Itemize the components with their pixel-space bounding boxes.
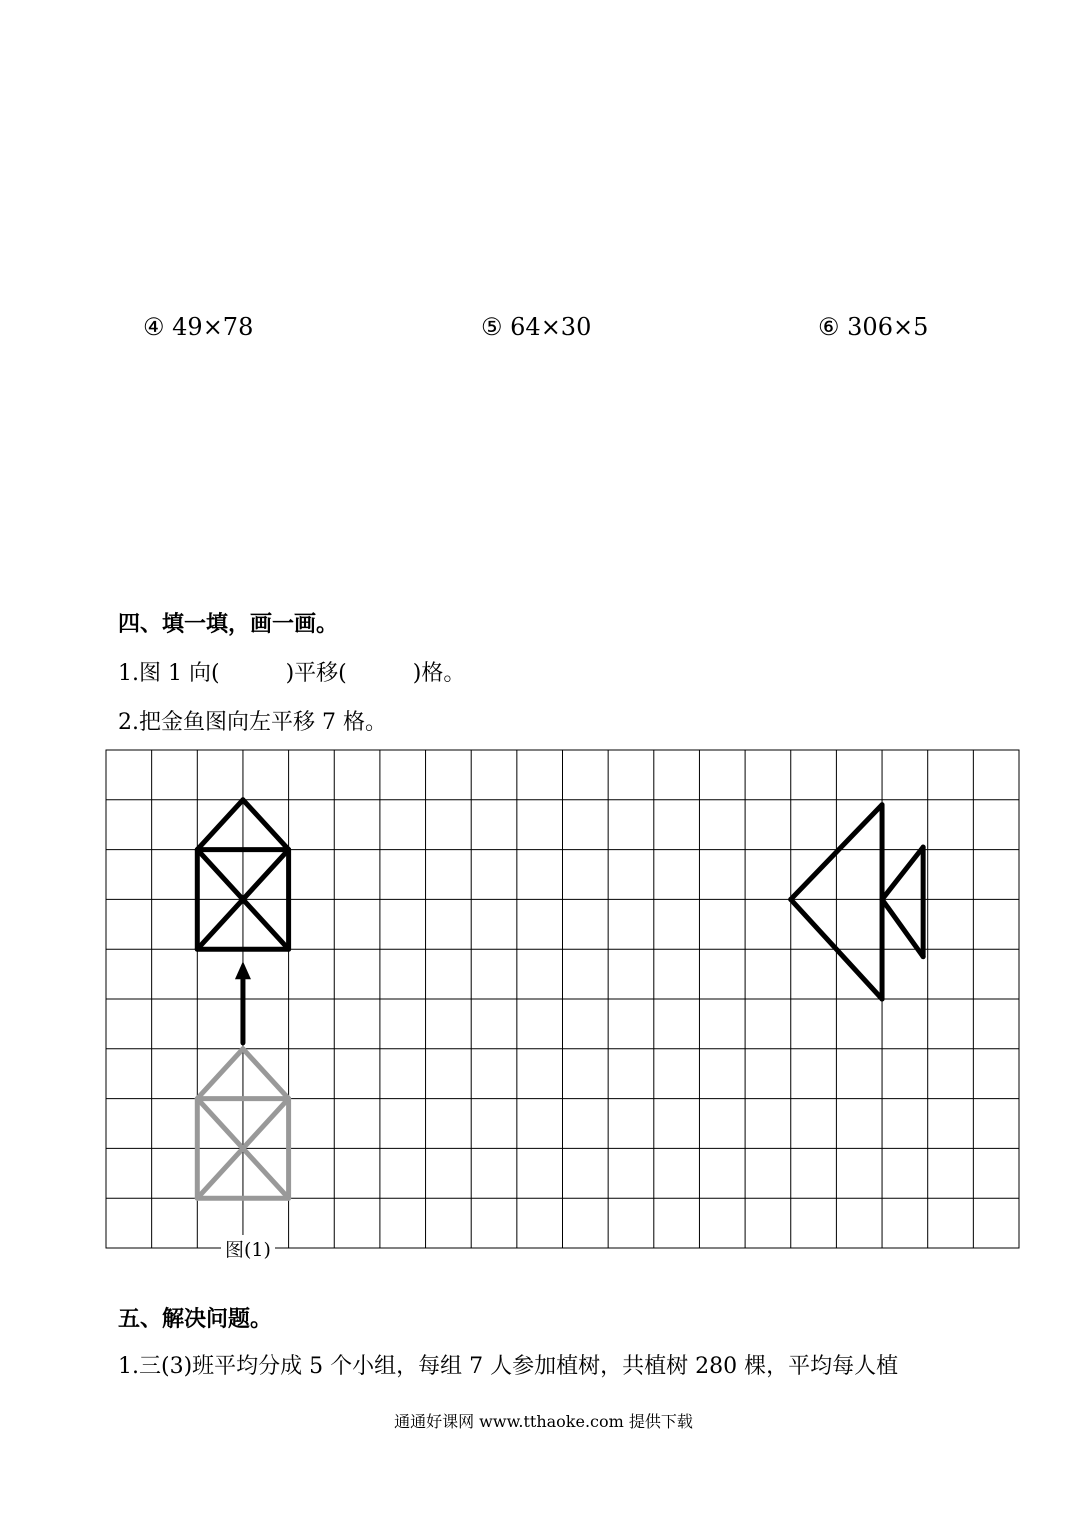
calc-marker: ⑥	[818, 313, 840, 341]
calc-marker: ④	[143, 313, 165, 341]
calc-expression: 306×5	[847, 313, 929, 341]
question-5-1: 1.三(3)班平均分成 5 个小组，每组 7 人参加植树，共植树 280 棵，平均每人植	[118, 1354, 899, 1379]
fish-tail-edge	[882, 847, 923, 899]
roof-edge	[197, 800, 243, 850]
calc-expression: 49×78	[172, 313, 254, 341]
roof-edge	[197, 1049, 243, 1099]
question-text: )格。	[412, 661, 466, 686]
footer-credit: 通通好课网 www.tthaoke.com 提供下载	[394, 1412, 693, 1431]
roof-edge	[243, 800, 289, 850]
section-5-title: 五、解决问题。	[118, 1306, 273, 1332]
roof-edge	[243, 1049, 289, 1099]
question-text: )平移(	[285, 661, 347, 686]
section-4-title: 四、填一填，画一画。	[118, 611, 339, 637]
fish-tail-edge	[882, 899, 923, 956]
figure-label: 图(1)	[221, 1235, 275, 1262]
question-text: 1.图 1 向(	[118, 661, 220, 686]
goldfish-figure	[791, 805, 923, 999]
question-4-2: 2.把金鱼图向左平移 7 格。	[118, 710, 387, 735]
translation-arrow	[235, 961, 251, 1043]
calc-marker: ⑤	[481, 313, 503, 341]
arrow-head	[235, 961, 251, 979]
calc-expression: 64×30	[510, 313, 592, 341]
